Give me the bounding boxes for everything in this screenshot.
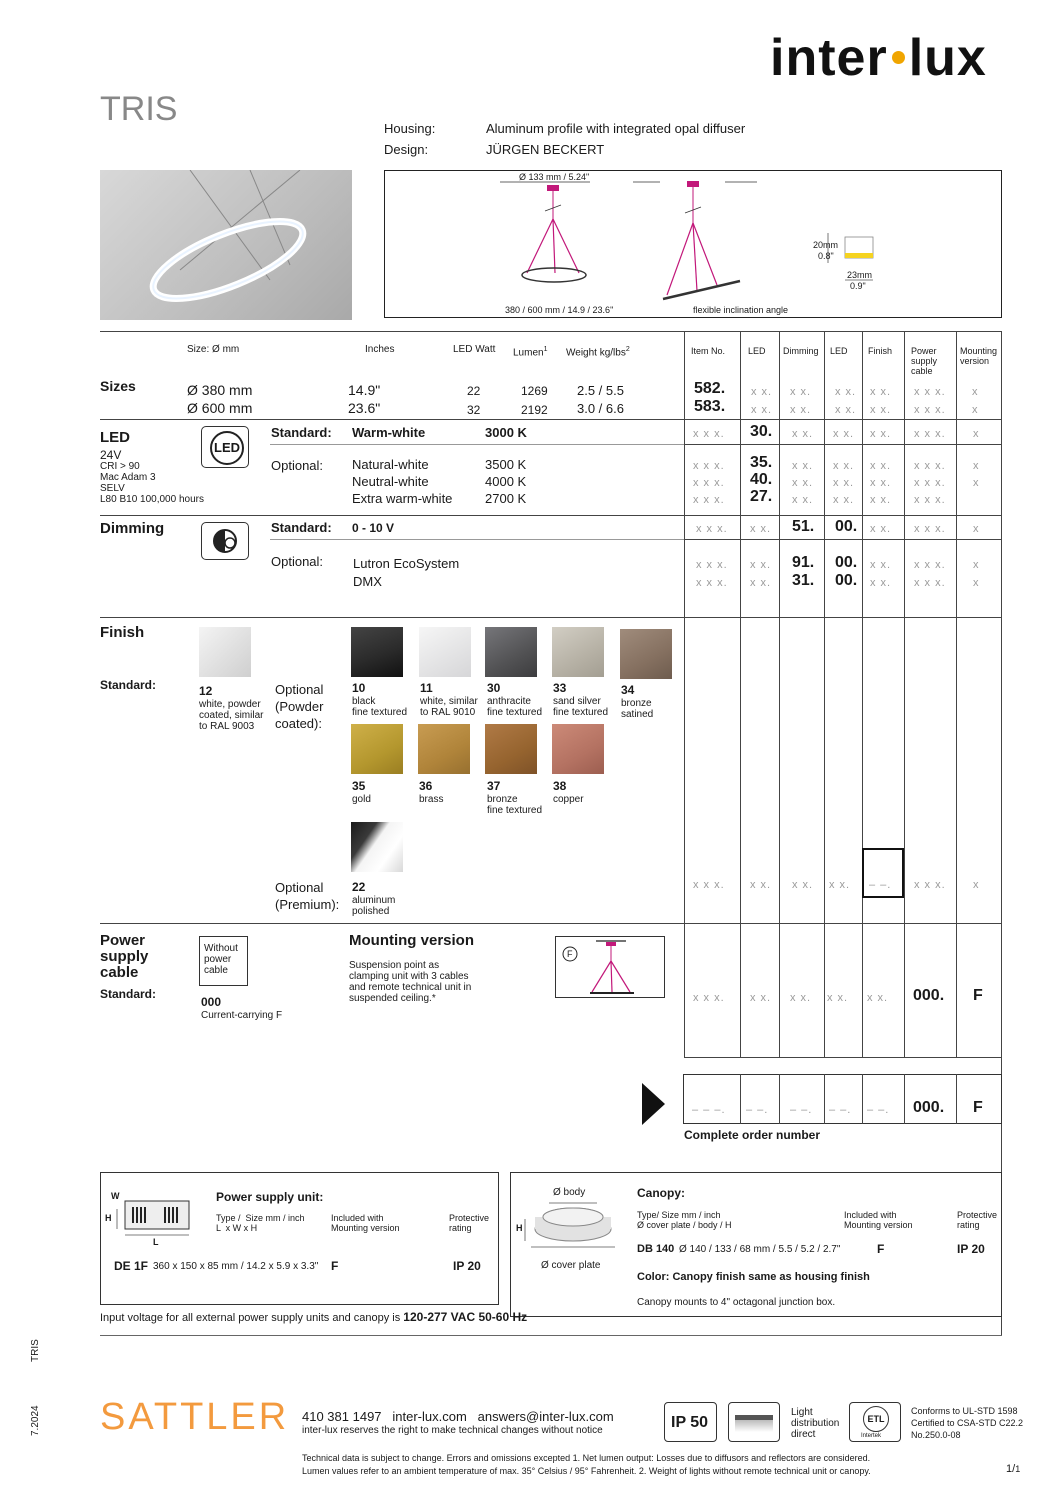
finish-swatch[interactable]: [418, 724, 470, 774]
finish-code: 22: [352, 880, 366, 894]
dim-option-mount: x: [973, 577, 980, 589]
rule-led: [100, 419, 1002, 420]
light-dist-text: Light distribution direct: [791, 1407, 840, 1440]
lumen-value: 2192: [521, 403, 548, 417]
finish-optional-label: Optional (Powder coated):: [275, 682, 324, 731]
cell-psc: x x x.: [914, 404, 946, 416]
mounting-title: Mounting version: [349, 932, 474, 949]
power-row-psc: 000.: [913, 987, 945, 1004]
psu-size: 360 x 150 x 85 mm / 14.2 x 5.9 x 3.3": [153, 1261, 319, 1272]
cell-led: x x.: [751, 404, 773, 416]
dim-option-led: x x.: [750, 559, 772, 571]
led-standard-mount: x: [973, 428, 980, 440]
cell-mounting: x: [972, 404, 979, 416]
hdr-lumen-sup: 1: [543, 346, 548, 353]
finish-row-finish: – –.: [869, 879, 892, 891]
finish-code: 30: [487, 681, 501, 695]
finish-swatch[interactable]: [351, 724, 403, 774]
order-cell-dimming[interactable]: – –.: [790, 1104, 813, 1116]
hdr-size: Size: Ø mm: [187, 344, 240, 355]
conforms-text: Conforms to UL-STD 1598 Certified to CSA-STD C22.2 No.250.0-08: [911, 1406, 1024, 1440]
order-number-box: [683, 1074, 1002, 1124]
finish-code: 33: [553, 681, 567, 695]
order-label: Complete order number: [684, 1128, 821, 1142]
item-code: 582.: [694, 380, 726, 397]
psu-dim-l: L: [153, 1237, 159, 1247]
hdr-dimming: Dimming: [783, 346, 819, 356]
led-option-kelvin: 3500 K: [485, 457, 527, 472]
dim-top-label: Ø 133 mm / 5.24": [519, 172, 590, 182]
led-option-led2: x x.: [833, 477, 855, 489]
canopy-h-incl: Included with Mounting version: [844, 1210, 913, 1230]
order-sep-2: [779, 1074, 780, 1124]
technical-drawing: [384, 170, 1002, 318]
power-row-dim: x x.: [790, 992, 812, 1004]
led-option-dim: x x.: [792, 494, 814, 506]
dimming-label: Dimming: [100, 520, 165, 537]
mounting-icon: [555, 936, 665, 998]
rule-dim-standard: [270, 539, 684, 540]
order-cell-led-2[interactable]: – –.: [829, 1104, 852, 1116]
dimming-icon-glyph: [202, 523, 248, 559]
cell-dimming: x x.: [790, 404, 812, 416]
brand-logo: [770, 28, 987, 88]
power-row-led: x x.: [750, 992, 772, 1004]
led-spec-cri: CRI > 90: [100, 461, 140, 472]
hdr-lumen: [513, 344, 547, 358]
power-desc: Current-carrying F: [201, 1010, 283, 1021]
led-option-led2: x x.: [833, 460, 855, 472]
cell-finish: x x.: [870, 386, 892, 398]
led-option-dim: x x.: [792, 460, 814, 472]
finish-code: 37: [487, 779, 501, 793]
psu-h-prot: Protective rating: [449, 1213, 490, 1233]
footer-email-link[interactable]: answers@inter-lux.com: [477, 1409, 614, 1424]
watt-value: 22: [467, 384, 481, 398]
power-standard-label: Standard:: [100, 987, 157, 1001]
hdr-item-no: Item No.: [691, 346, 726, 356]
rule-dimming: [100, 515, 1002, 516]
led-label: LED: [100, 429, 130, 446]
led-option-psc: x x x.: [914, 494, 946, 506]
side-date: 7.2024: [30, 1405, 41, 1436]
finish-swatch-12[interactable]: [199, 627, 251, 677]
order-sep-1: [740, 1074, 741, 1124]
logo-right: lux: [908, 29, 987, 87]
size-value: Ø 380 mm: [187, 382, 253, 398]
order-arrow-icon: [642, 1083, 665, 1125]
grid-col-4: [824, 331, 825, 1057]
dim-option-led2: 00.: [835, 572, 858, 589]
hdr-mounting-version: Mounting version: [960, 346, 998, 366]
led-option-code: 35.: [750, 454, 773, 471]
order-sep-6: [956, 1074, 957, 1124]
led-spec-voltage: 24V: [100, 448, 122, 462]
dim-optional-label: Optional:: [271, 554, 324, 569]
side-name: TRIS: [30, 1339, 41, 1362]
psu-box: [100, 1172, 499, 1305]
finish-code: 11: [420, 681, 433, 695]
dim-option-name: Lutron EcoSystem: [353, 556, 460, 571]
hdr-inches: Inches: [365, 344, 395, 355]
dim-option-mount: x: [973, 559, 980, 571]
rule-finish: [100, 617, 1002, 618]
rule-dim-standard-grid: [684, 539, 1002, 540]
canopy-type: DB 140: [637, 1243, 675, 1255]
light-dist-glow: [735, 1420, 773, 1432]
logo-dot: [892, 51, 905, 64]
cell-dimming: x x.: [790, 386, 812, 398]
led-option-code: 40.: [750, 471, 773, 488]
canopy-prot: IP 20: [957, 1242, 985, 1256]
ip-badge-text: IP 50: [671, 1414, 709, 1431]
canopy-title: Canopy:: [637, 1186, 685, 1200]
finish-desc: gold: [352, 794, 371, 805]
cell-led: x x.: [751, 386, 773, 398]
dim-standard-psc: x x x.: [914, 523, 946, 535]
hdr-weight-text: Weight kg/lbs: [566, 347, 626, 359]
psu-dim-w: W: [111, 1191, 120, 1201]
dim-standard-label: Standard:: [271, 520, 332, 535]
power-code: 000: [201, 995, 222, 1009]
led-standard-finish: x x.: [870, 428, 892, 440]
led-option-finish: x x.: [870, 460, 892, 472]
led-option-name: Neutral-white: [352, 474, 429, 489]
dim-option-psc: x x x.: [914, 559, 946, 571]
rule-led-standard: [270, 444, 684, 445]
finish-desc: white, similar to RAL 9010: [420, 696, 478, 718]
order-sep-3: [824, 1074, 825, 1124]
finish-desc: brass: [419, 794, 444, 805]
etl-circle: ETL: [863, 1406, 889, 1432]
finish-code: 38: [553, 779, 567, 793]
footer-web-link[interactable]: inter-lux.com: [392, 1409, 467, 1424]
width-in-label: 0.9": [850, 281, 866, 291]
height-in-label: 0.8": [818, 251, 834, 261]
psu-type: DE 1F: [114, 1259, 149, 1273]
dim-option-code: 31.: [792, 572, 815, 589]
power-box-text: Without power cable: [204, 943, 238, 976]
dim-option-led2: 00.: [835, 554, 858, 571]
design-label: Design:: [384, 142, 429, 157]
led-icon: [201, 426, 249, 468]
led-option-mount: x: [973, 477, 980, 489]
cell-finish: x x.: [870, 404, 892, 416]
drawing-svg: [385, 171, 1003, 319]
dim-option-name: DMX: [353, 574, 382, 589]
dim-standard-finish: x x.: [870, 523, 892, 535]
rule-power: [100, 923, 1002, 924]
grid-col-5: [862, 331, 863, 1057]
design-value: JÜRGEN BECKERT: [486, 142, 605, 157]
sizes-label: Sizes: [100, 378, 136, 394]
canopy-incl: F: [877, 1242, 885, 1256]
dim-option-led: x x.: [750, 577, 772, 589]
psu-drawing: [105, 1187, 205, 1267]
inch-value: 23.6": [348, 400, 381, 416]
finish-standard-label: Standard:: [100, 678, 157, 692]
finish-row-led2: x x.: [829, 879, 851, 891]
led-standard-label: Standard:: [271, 425, 332, 440]
page-current: 1/: [1006, 1463, 1016, 1475]
height-mm-label: 20mm: [813, 240, 839, 250]
watt-value: 32: [467, 403, 481, 417]
power-box[interactable]: [199, 936, 248, 986]
mounting-icon-letter: F: [567, 949, 573, 959]
led-icon-text: LED: [214, 440, 240, 455]
mounting-icon-art: [556, 937, 664, 997]
led-standard-dim: x x.: [792, 428, 814, 440]
canopy-h-prot: Protective rating: [957, 1210, 998, 1230]
etl-badge: [849, 1402, 901, 1442]
finish-swatch[interactable]: [485, 724, 537, 774]
led-option-dim: x x.: [792, 477, 814, 489]
hdr-lumen-text: Lumen: [513, 347, 544, 359]
ip-badge: [664, 1402, 717, 1442]
canopy-label-body: Ø body: [553, 1187, 586, 1198]
width-mm-label: 23mm: [847, 270, 873, 280]
canopy-mount-note: Canopy mounts to 4" octagonal junction box.: [637, 1297, 836, 1308]
order-sep-4: [862, 1074, 863, 1124]
product-photo: [100, 170, 352, 320]
cell-led-2: x x.: [835, 404, 857, 416]
canopy-h-type: Type/ Size mm / inch Ø cover plate / body / H: [637, 1210, 732, 1230]
led-optional-label: Optional:: [271, 458, 324, 473]
led-option-code: 27.: [750, 488, 773, 505]
weight-value: 2.5 / 5.5: [577, 383, 624, 398]
finish-code: 12: [199, 684, 213, 698]
order-cell-mount[interactable]: F: [973, 1099, 983, 1116]
led-option-name: Extra warm-white: [352, 491, 453, 506]
finish-premium-label: Optional (Premium):: [275, 880, 340, 912]
order-cell-finish[interactable]: – –.: [867, 1104, 890, 1116]
finish-desc: black fine textured: [352, 696, 408, 718]
led-option-item: x x x.: [693, 460, 725, 472]
order-cell-led[interactable]: – –.: [746, 1104, 769, 1116]
psu-h-type: Type / Size mm / inch L x W x H: [216, 1213, 305, 1233]
grid-col-1: [684, 331, 685, 1057]
input-voltage-note: [100, 1311, 527, 1324]
weight-value: 3.0 / 6.6: [577, 401, 624, 416]
grid-col-2: [740, 331, 741, 1057]
dim-option-code: 91.: [792, 554, 815, 571]
tech-note-2: Lumen values refer to an ambient temperature of max. 35° Celsius / 95° Fahrenheit. 2. Weight of lights without remote technical unit or canopy.: [302, 1466, 871, 1476]
order-cell-item[interactable]: – – –.: [692, 1104, 726, 1116]
dim-standard-code: 51.: [792, 518, 815, 535]
finish-code: 35: [352, 779, 366, 793]
input-voltage-rule: [100, 1335, 1002, 1336]
input-voltage-bold: 120-277 VAC 50-60 Hz: [403, 1310, 528, 1324]
led-option-name: Natural-white: [352, 457, 429, 472]
psu-prot: IP 20: [453, 1259, 481, 1273]
finish-label: Finish: [100, 624, 145, 641]
hdr-watt: LED Watt: [453, 344, 496, 355]
finish-desc: white, powder coated, similar to RAL 9003: [199, 699, 264, 732]
finish-swatch[interactable]: [351, 627, 403, 677]
page-title: TRIS: [100, 90, 178, 128]
led-icon-circle: [210, 431, 244, 465]
psu-incl: F: [331, 1259, 339, 1273]
grid-col-3: [779, 331, 780, 1057]
finish-desc: bronze satined: [621, 698, 654, 720]
led-spec-lifetime: L80 B10 100,000 hours: [100, 494, 204, 505]
led-standard-item: x x x.: [693, 428, 725, 440]
finish-swatch[interactable]: [552, 627, 604, 677]
finish-swatch[interactable]: [620, 629, 672, 679]
grid-col-6: [904, 331, 905, 1057]
grid-col-7: [956, 331, 957, 1057]
rule-grid-bottom: [684, 1057, 1002, 1058]
power-row-mount: F: [973, 987, 983, 1004]
hdr-led-2: LED: [830, 346, 848, 356]
dim-standard-led2: 00.: [835, 518, 858, 535]
led-spec-selv: SELV: [100, 483, 125, 494]
canopy-label-h: H: [516, 1223, 523, 1233]
hdr-weight-sup: 2: [625, 346, 630, 353]
finish-code: 36: [419, 779, 433, 793]
dim-option-item: x x x.: [696, 559, 728, 571]
tech-note-1: Technical data is subject to change. Errors and omissions excepted 1. Net lumen output: Losses due to diffusors and reflectors are considered.: [302, 1453, 871, 1463]
led-option-finish: x x.: [870, 477, 892, 489]
finish-desc: copper: [553, 794, 584, 805]
power-label: Power supply cable: [100, 932, 149, 981]
power-row-finish: x x.: [867, 992, 889, 1004]
inch-value: 14.9": [348, 382, 381, 398]
led-option-led2: x x.: [833, 494, 855, 506]
cell-mounting: x: [972, 386, 979, 398]
dim-option-psc: x x x.: [914, 577, 946, 589]
order-cell-psc[interactable]: 000.: [913, 1099, 945, 1116]
item-code: 583.: [694, 398, 726, 415]
finish-desc: anthracite fine textured: [487, 696, 543, 718]
finish-swatch[interactable]: [351, 822, 403, 872]
dim-standard-mount: x: [973, 523, 980, 535]
led-standard-code: 30.: [750, 423, 773, 440]
power-row-led2: x x.: [827, 992, 849, 1004]
canopy-box: [510, 1172, 1002, 1317]
etl-text: Intertek: [861, 1433, 882, 1439]
led-option-mount: x: [973, 460, 980, 472]
finish-swatch[interactable]: [485, 627, 537, 677]
canopy-color-note: Color: Canopy finish same as housing finish: [637, 1271, 870, 1283]
led-spec-macadam: Mac Adam 3: [100, 472, 156, 483]
dim-standard-name: 0 - 10 V: [352, 521, 395, 535]
lumen-value: 1269: [521, 384, 548, 398]
incline-label: flexible inclination angle: [693, 305, 789, 315]
finish-row-led: x x.: [750, 879, 772, 891]
sattler-logo: SATTLER: [100, 1396, 290, 1438]
finish-desc: bronze fine textured: [487, 794, 543, 816]
finish-code: 34: [621, 683, 635, 697]
finish-row-item: x x x.: [693, 879, 725, 891]
led-option-psc: x x x.: [914, 477, 946, 489]
finish-swatch[interactable]: [419, 627, 471, 677]
led-option-item: x x x.: [693, 477, 725, 489]
cell-psc: x x x.: [914, 386, 946, 398]
rule-led-standard-grid: [684, 444, 1002, 445]
hdr-led: LED: [748, 346, 766, 356]
housing-value: Aluminum profile with integrated opal diffuser: [486, 121, 746, 136]
led-option-item: x x x.: [693, 494, 725, 506]
input-voltage-text: Input voltage for all external power supply units and canopy is: [100, 1312, 404, 1324]
led-standard-led2: x x.: [833, 428, 855, 440]
finish-code: 10: [352, 681, 366, 695]
led-standard-name: Warm-white: [352, 425, 426, 440]
mounting-desc: Suspension point as clamping unit with 3 cables and remote technical unit in suspended ceiling.*: [349, 960, 472, 1004]
psu-dim-h: H: [105, 1213, 112, 1223]
hdr-finish: Finish: [868, 346, 893, 356]
led-standard-psc: x x x.: [914, 428, 946, 440]
finish-desc: sand silver fine textured: [553, 696, 609, 718]
product-photo-art: [100, 170, 352, 320]
led-standard-kelvin: 3000 K: [485, 425, 527, 440]
finish-swatch[interactable]: [552, 724, 604, 774]
dim-option-finish: x x.: [870, 559, 892, 571]
size-value: Ø 600 mm: [187, 400, 253, 416]
canopy-label-cover: Ø cover plate: [541, 1260, 601, 1271]
page-total: 1: [1015, 1464, 1021, 1474]
psu-title: Power supply unit:: [216, 1190, 324, 1204]
power-row-item: x x x.: [693, 992, 725, 1004]
footer-reserve: inter-lux reserves the right to make technical changes without notice: [302, 1425, 603, 1436]
led-option-kelvin: 2700 K: [485, 491, 527, 506]
dim-standard-led: x x.: [750, 523, 772, 535]
page-number: [1006, 1463, 1020, 1475]
dim-option-finish: x x.: [870, 577, 892, 589]
hdr-power-supply-cable: Power supply cable: [911, 346, 938, 376]
dim-standard-item: x x x.: [696, 523, 728, 535]
finish-row-psc: x x x.: [914, 879, 946, 891]
dim-option-item: x x x.: [696, 577, 728, 589]
logo-left: inter: [770, 29, 888, 87]
footer-phone[interactable]: 410 381 1497: [302, 1409, 382, 1424]
table-top-rule: [100, 331, 1002, 332]
order-sep-5: [904, 1074, 905, 1124]
hdr-weight: [566, 344, 630, 358]
cell-led-2: x x.: [835, 386, 857, 398]
housing-label: Housing:: [384, 121, 436, 136]
dim-bottom-label: 380 / 600 mm / 14.9 / 23.6": [505, 305, 614, 315]
finish-row-mount: x: [973, 879, 980, 891]
dimming-icon: [201, 522, 249, 560]
finish-desc: aluminum polished: [352, 895, 396, 917]
led-option-psc: x x x.: [914, 460, 946, 472]
finish-row-dim: x x.: [792, 879, 814, 891]
led-option-kelvin: 4000 K: [485, 474, 527, 489]
psu-h-incl: Included with Mounting version: [331, 1213, 400, 1233]
canopy-size: Ø 140 / 133 / 68 mm / 5.5 / 5.2 / 2.7": [679, 1244, 841, 1255]
footer-contact: [302, 1409, 614, 1424]
light-dist-icon: [728, 1402, 780, 1442]
led-option-finish: x x.: [870, 494, 892, 506]
